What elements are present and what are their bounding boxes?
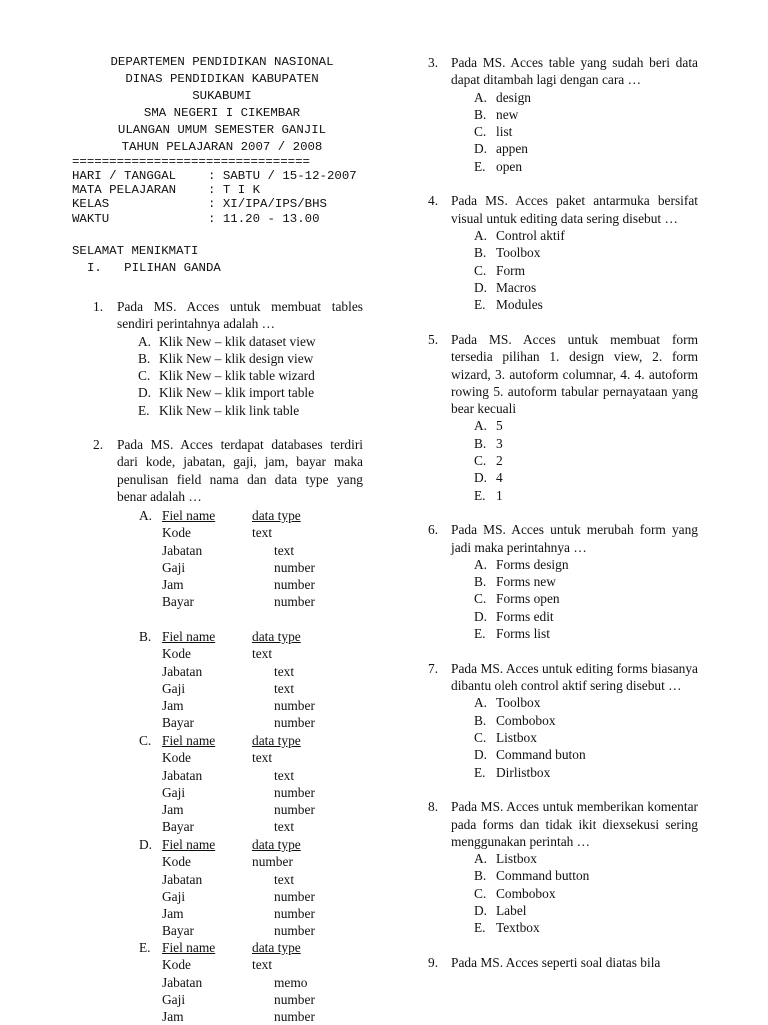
option-letter: A. [138, 333, 152, 349]
question-3 [428, 54, 698, 175]
option-text: Forms list [496, 626, 550, 642]
header-line: DINAS PENDIDIKAN KABUPATEN [125, 72, 319, 86]
option-letter: E. [474, 487, 486, 503]
question-number: 1. [93, 299, 104, 314]
option-letter: B. [474, 245, 487, 261]
option[interactable] [474, 296, 698, 313]
question-8 [428, 798, 698, 936]
data-type: number [274, 923, 315, 939]
option-letter: E. [138, 402, 150, 418]
question-number: 8. [428, 799, 439, 815]
field-name: Jam [162, 1009, 184, 1025]
question-number: 5. [428, 331, 439, 347]
option-letter: C. [474, 124, 487, 140]
data-type-header: data type [252, 508, 301, 523]
option-letter: C. [474, 453, 487, 469]
field-name: Jabatan [162, 663, 203, 679]
option-text: Forms new [496, 574, 556, 590]
option-text: Klik New – klik import table [159, 385, 315, 401]
option[interactable] [474, 469, 698, 486]
info-row [72, 183, 372, 197]
option-letter: C. [474, 885, 487, 901]
option-list [428, 89, 698, 175]
option-list [93, 333, 363, 419]
option[interactable] [474, 764, 698, 781]
field-name: Gaji [162, 784, 186, 800]
option-letter: A. [474, 228, 488, 244]
option[interactable] [474, 244, 698, 261]
option-table-a[interactable] [139, 507, 315, 611]
option[interactable] [474, 487, 698, 504]
info-value: : XI/IPA/IPS/BHS [208, 197, 327, 212]
question-text: Pada MS. Acces table yang sudah beri data dapat ditambah lagi dengan cara … [451, 55, 698, 88]
question-1 [93, 298, 363, 419]
data-type: number [274, 802, 315, 818]
option-letter: D. [139, 837, 153, 852]
data-type: number [274, 577, 315, 593]
data-type: number [274, 906, 315, 922]
data-type: memo [274, 974, 308, 990]
data-type: number [252, 854, 293, 870]
field-name: Jabatan [162, 871, 203, 887]
data-type: text [252, 525, 273, 541]
info-row [72, 212, 372, 226]
option[interactable] [474, 919, 698, 936]
question-text: Pada MS. Acces paket antarmuka bersifat visual untuk editing data sering disebut … [451, 193, 698, 226]
option-letter: B. [474, 435, 487, 451]
info-value: : T I K [208, 183, 261, 198]
option-text: Modules [496, 297, 543, 313]
option-text: new [496, 106, 519, 122]
field-name: Kode [162, 957, 192, 973]
info-row [72, 197, 372, 211]
data-type-header: data type [252, 940, 301, 955]
option-text: Label [496, 903, 527, 919]
option[interactable] [474, 279, 698, 296]
field-name: Jam [162, 577, 184, 593]
info-label: MATA PELAJARAN [72, 183, 177, 198]
header-line: DEPARTEMEN PENDIDIKAN NASIONAL [110, 55, 334, 69]
option-letter: E. [474, 626, 486, 642]
option-letter: C. [138, 368, 151, 384]
question-4 [428, 192, 698, 313]
option-list [428, 556, 698, 642]
field-name: Bayar [162, 715, 194, 731]
option-letter: C. [139, 733, 152, 748]
option-letter: B. [474, 868, 487, 884]
question-2 [93, 436, 363, 505]
question-number: 2. [93, 437, 104, 452]
header-line: ULANGAN UMUM SEMESTER GANJIL [117, 123, 327, 137]
option-list [428, 850, 698, 936]
field-name: Jabatan [162, 542, 203, 558]
data-type: text [252, 957, 273, 973]
field-name: Bayar [162, 819, 194, 835]
option-text: Toolbox [496, 245, 541, 261]
info-value: : 11.20 - 13.00 [208, 211, 320, 226]
question-7 [428, 660, 698, 781]
data-type: number [274, 559, 315, 575]
option-list [428, 694, 698, 780]
option[interactable] [474, 123, 698, 140]
option-list [428, 227, 698, 313]
data-type: text [252, 646, 273, 662]
data-type-header: data type [252, 629, 301, 644]
option-letter: A. [474, 556, 488, 572]
question-number: 3. [428, 55, 439, 70]
option-letter: C. [474, 729, 487, 745]
option-text: open [496, 158, 523, 174]
option-text: Klik New – klik dataset view [159, 333, 316, 349]
data-type: text [252, 750, 273, 766]
option[interactable] [474, 435, 698, 452]
option-text: 1 [496, 487, 503, 503]
option-text: Listbox [496, 851, 537, 867]
option-text: 3 [496, 435, 503, 451]
data-type: text [274, 663, 295, 679]
option-text: Forms design [496, 556, 569, 572]
question-9 [428, 954, 698, 971]
option-letter: B. [138, 350, 151, 366]
question-text: Pada MS. Acces untuk merubah form yang jadi maka perintahnya … [451, 522, 698, 555]
option-letter: D. [474, 141, 488, 157]
option-text: Dirlistbox [496, 764, 551, 780]
field-name: Gaji [162, 559, 186, 575]
option-text: Combobox [496, 712, 556, 728]
option-text: Control aktif [496, 228, 565, 244]
field-name: Jam [162, 906, 184, 922]
exam-header-block [72, 54, 372, 277]
option[interactable] [474, 902, 698, 919]
option-letter: C. [474, 591, 487, 607]
option-text: Command buton [496, 747, 586, 763]
option-text: Listbox [496, 729, 537, 745]
option-text: Klik New – klik link table [159, 402, 300, 418]
option-letter: B. [474, 574, 487, 590]
right-column [428, 54, 698, 989]
data-type: text [274, 871, 295, 887]
option-text: Klik New – klik design view [159, 350, 314, 366]
info-label: HARI / TANGGAL [72, 169, 177, 183]
option-text: Macros [496, 279, 537, 295]
option-letter: A. [474, 851, 488, 867]
option[interactable] [474, 573, 698, 590]
option-text: Klik New – klik table wizard [159, 368, 315, 384]
option[interactable] [474, 227, 698, 244]
data-type: number [274, 698, 315, 714]
field-name: Kode [162, 854, 192, 870]
option-letter: A. [139, 508, 153, 523]
option[interactable] [474, 140, 698, 157]
data-type: text [274, 680, 295, 696]
header-rule: ================================ [72, 156, 310, 169]
option-letter: D. [474, 608, 488, 624]
option[interactable] [474, 885, 698, 902]
header-line: SMA NEGERI I CIKEMBAR [143, 106, 301, 120]
option-text: list [496, 124, 513, 140]
option-text: Textbox [496, 920, 540, 936]
field-name: Kode [162, 525, 192, 541]
option-table-e[interactable] [139, 939, 315, 1025]
data-type: number [274, 784, 315, 800]
data-type: number [274, 991, 315, 1007]
option-text: Form [496, 262, 526, 278]
field-name: Jam [162, 802, 184, 818]
option-text: 5 [496, 418, 503, 434]
field-name: Jabatan [162, 974, 203, 990]
data-type: number [274, 594, 315, 610]
option[interactable] [138, 350, 363, 367]
data-type-header: data type [252, 837, 301, 852]
question-5 [428, 331, 698, 504]
info-row [72, 169, 372, 183]
question-6 [428, 521, 698, 642]
field-name-header: Fiel name [162, 837, 216, 852]
data-type: number [274, 1009, 315, 1025]
data-type: text [274, 767, 295, 783]
option-text: Command button [496, 868, 590, 884]
option[interactable] [474, 608, 698, 625]
option-letter: E. [474, 158, 486, 174]
field-name: Bayar [162, 923, 194, 939]
option-text: Combobox [496, 885, 556, 901]
data-type: text [274, 819, 295, 835]
option[interactable] [474, 850, 698, 867]
option-letter: C. [474, 262, 487, 278]
option-text: appen [496, 141, 528, 157]
field-name: Bayar [162, 594, 194, 610]
field-name: Kode [162, 750, 192, 766]
option[interactable] [138, 367, 363, 384]
option[interactable] [138, 384, 363, 401]
option-letter: A. [474, 89, 488, 105]
data-type: number [274, 715, 315, 731]
question-number: 7. [428, 660, 439, 676]
field-name: Jam [162, 698, 184, 714]
question-number: 4. [428, 193, 439, 209]
field-name-header: Fiel name [162, 629, 216, 644]
option[interactable] [474, 729, 698, 746]
option[interactable] [474, 556, 698, 573]
question-number: 6. [428, 522, 439, 538]
option-list [428, 417, 698, 503]
question-text: Pada MS. Acces untuk editing forms biasanya dibantu oleh control aktif sering disebut … [451, 660, 698, 694]
option-text: 4 [496, 470, 503, 486]
option-text: Forms open [496, 591, 560, 607]
option-letter: D. [474, 279, 488, 295]
option[interactable] [474, 625, 698, 642]
option[interactable] [474, 262, 698, 279]
data-type-header: data type [252, 733, 301, 748]
option[interactable] [474, 89, 698, 106]
option[interactable] [474, 417, 698, 434]
option-text: 2 [496, 453, 503, 469]
option-letter: E. [474, 297, 486, 313]
question-text: Pada MS. Acces untuk memberikan komentar pada forms dan tidak ikit diexsekusi sering menggunakan perintah … [451, 799, 698, 849]
question-text: Pada MS. Acces untuk membuat form tersedia pilihan 1. design view, 2. form wizard, 3. autoform columnar, 4. 4. autoform rowing 5. autoform tabular pernayataan yang bear kecuali [451, 331, 698, 417]
option-text: design [496, 89, 531, 105]
option-letter: D. [474, 903, 488, 919]
info-label: KELAS [72, 197, 110, 212]
header-line: SUKABUMI [192, 89, 252, 103]
option-table-b[interactable] [139, 628, 315, 732]
option-letter: D. [474, 747, 488, 763]
info-value: : SABTU / 15-12-2007 [208, 169, 357, 183]
option[interactable] [474, 694, 698, 711]
option[interactable] [474, 452, 698, 469]
section-title: I. PILIHAN GANDA [87, 260, 221, 275]
option[interactable] [474, 590, 698, 607]
option-letter: D. [138, 385, 152, 401]
option-table-d[interactable] [139, 836, 315, 940]
option-letter: E. [474, 920, 486, 936]
field-name: Jabatan [162, 767, 203, 783]
option-text: Forms edit [496, 608, 554, 624]
question-text: Pada MS. Acces untuk membuat tables sendiri perintahnya adalah … [117, 299, 363, 332]
question-number: 9. [428, 955, 439, 970]
option[interactable] [138, 402, 363, 419]
option-text: Toolbox [496, 695, 541, 711]
field-name: Gaji [162, 680, 186, 696]
field-name-header: Fiel name [162, 733, 216, 748]
option-letter: B. [139, 629, 152, 644]
field-name-header: Fiel name [162, 508, 216, 523]
data-type: number [274, 888, 315, 904]
header-line: TAHUN PELAJARAN 2007 / 2008 [121, 140, 323, 154]
question-text: Pada MS. Acces seperti soal diatas bila [451, 955, 661, 970]
option-letter: E. [474, 764, 486, 780]
option-table-c[interactable] [139, 732, 315, 836]
option-letter: A. [474, 695, 488, 711]
option-letter: B. [474, 106, 487, 122]
field-name: Gaji [162, 888, 186, 904]
field-name: Gaji [162, 991, 186, 1007]
option-letter: E. [139, 940, 151, 955]
option-letter: D. [474, 470, 488, 486]
info-label: WAKTU [72, 211, 110, 226]
greeting: SELAMAT MENIKMATI [72, 243, 199, 258]
option[interactable] [474, 712, 698, 729]
option[interactable] [474, 746, 698, 763]
option[interactable] [138, 333, 363, 350]
data-type: text [274, 542, 295, 558]
option[interactable] [474, 158, 698, 175]
option-letter: B. [474, 712, 487, 728]
option[interactable] [474, 867, 698, 884]
option[interactable] [474, 106, 698, 123]
field-name: Kode [162, 646, 192, 662]
field-name-header: Fiel name [162, 940, 216, 955]
question-text: Pada MS. Acces terdapat databases terdiri dari kode, jabatan, gaji, jam, bayar maka penulisan field nama dan data type yang benar adalah … [117, 437, 363, 504]
option-letter: A. [474, 418, 488, 434]
